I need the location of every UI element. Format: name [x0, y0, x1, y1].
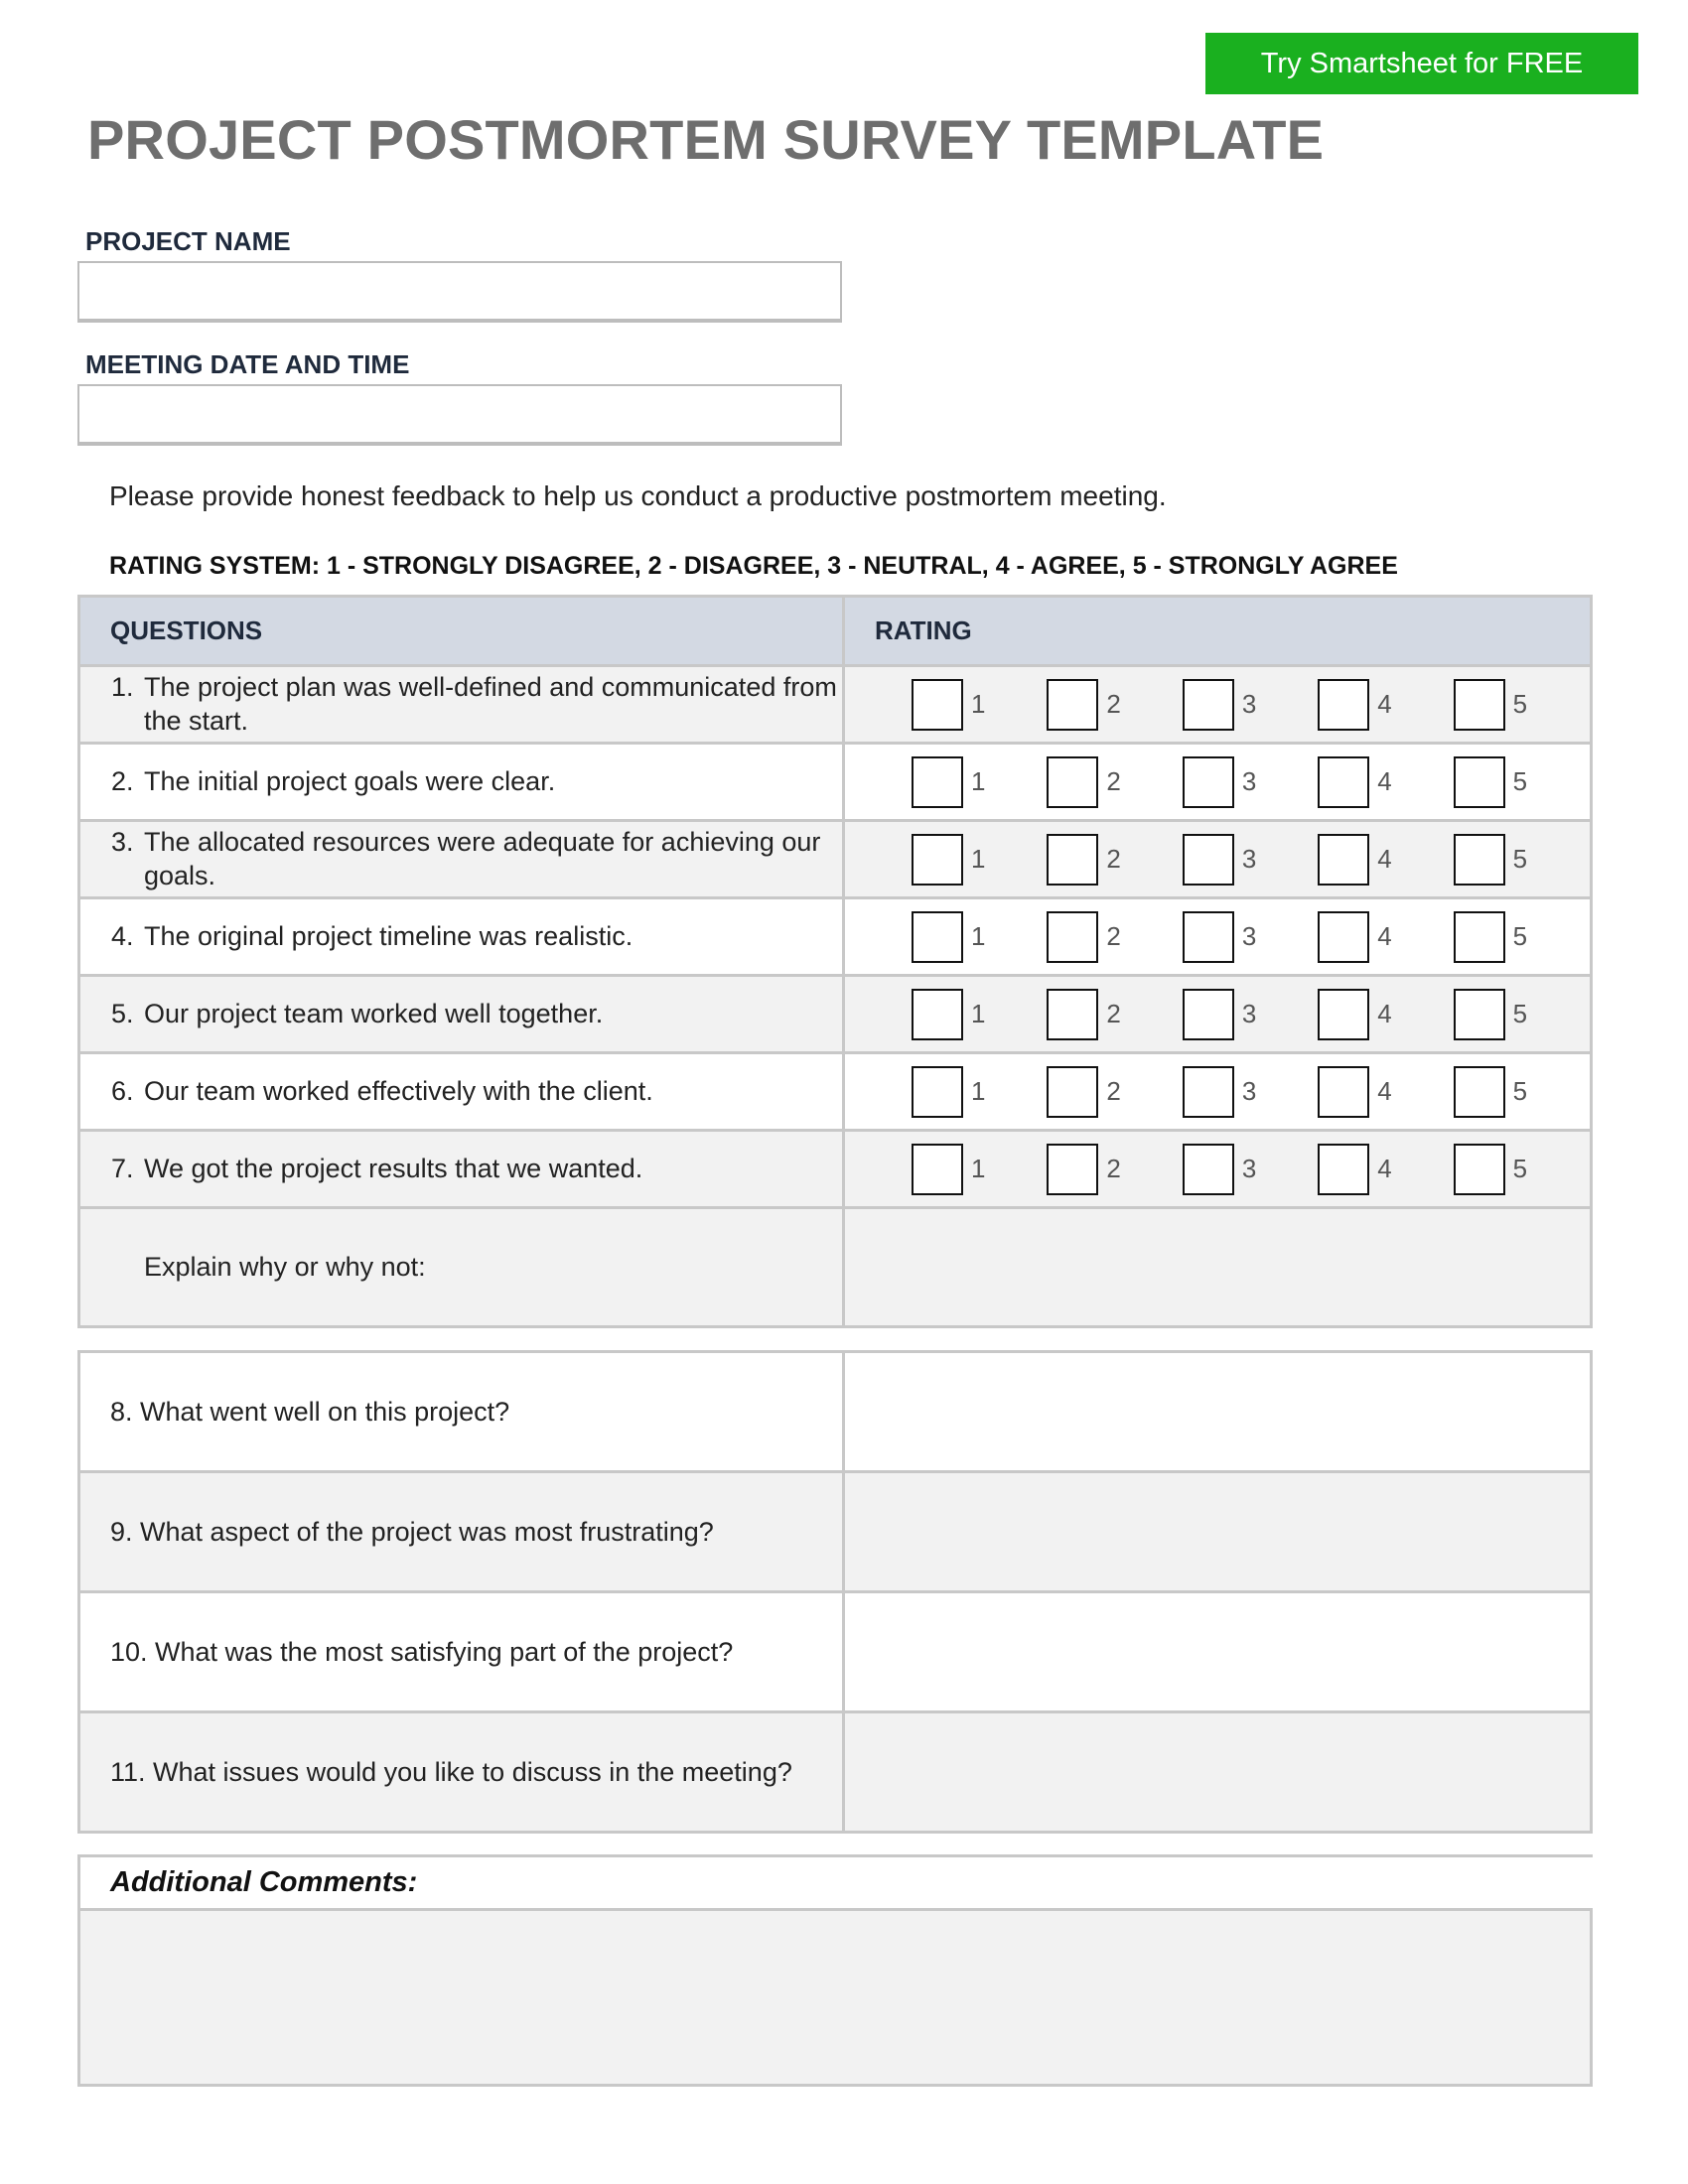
additional-comments-label: Additional Comments:	[77, 1854, 1593, 1908]
rating-checkbox[interactable]	[1318, 834, 1369, 886]
rating-number: 1	[971, 999, 986, 1028]
rating-number: 5	[1512, 766, 1528, 796]
rating-system-legend: RATING SYSTEM: 1 - STRONGLY DISAGREE, 2 - DISAGREE, 3 - NEUTRAL, 4 - AGREE, 5 - STRONGLY AGREE	[109, 552, 1398, 580]
rating-checkbox[interactable]	[1454, 679, 1505, 731]
rating-option	[1318, 756, 1453, 808]
open-questions-table	[77, 1350, 1593, 1834]
rating-option	[1318, 989, 1453, 1040]
rating-option	[1454, 679, 1589, 731]
rating-number: 3	[1241, 1154, 1257, 1183]
page-title: PROJECT POSTMORTEM SURVEY TEMPLATE	[87, 108, 1325, 171]
rating-number: 2	[1106, 1154, 1121, 1183]
explain-label-cell	[79, 1208, 844, 1327]
question-text: The initial project goals were clear.	[144, 765, 556, 796]
question-row	[79, 898, 1592, 976]
question-text: Our team worked effectively with the client.	[144, 1075, 653, 1106]
rating-option	[1318, 1144, 1453, 1195]
rating-number: 3	[1241, 766, 1257, 796]
rating-checkbox[interactable]	[1047, 1066, 1098, 1118]
open-question-row	[79, 1472, 1592, 1592]
try-smartsheet-button[interactable]: Try Smartsheet for FREE	[1205, 33, 1638, 94]
open-question-text: 11. What issues would you like to discuss in the meeting?	[79, 1712, 844, 1833]
rating-option	[1454, 1144, 1589, 1195]
rating-number: 3	[1241, 844, 1257, 874]
rating-checkbox[interactable]	[1183, 834, 1234, 886]
rating-number: 1	[971, 689, 986, 719]
question-number: 6.	[111, 1075, 134, 1106]
explain-row	[79, 1208, 1592, 1327]
question-number: 5.	[111, 998, 134, 1028]
rating-number: 3	[1241, 1076, 1257, 1106]
question-row	[79, 976, 1592, 1053]
rating-option	[1183, 679, 1318, 731]
rating-checkbox[interactable]	[1047, 989, 1098, 1040]
instructions-text: Please provide honest feedback to help us conduct a productive postmortem meeting.	[109, 480, 1167, 511]
rating-number: 4	[1377, 766, 1392, 796]
question-cell	[79, 1131, 844, 1208]
rating-option	[1047, 989, 1182, 1040]
rating-checkbox[interactable]	[912, 911, 963, 963]
rating-checkbox[interactable]	[1318, 1144, 1369, 1195]
rating-option	[1454, 1066, 1589, 1118]
rating-survey-table	[77, 595, 1593, 1328]
rating-checkbox[interactable]	[912, 679, 963, 731]
rating-number: 5	[1512, 844, 1528, 874]
rating-number: 5	[1512, 1076, 1528, 1106]
explain-answer-field[interactable]	[844, 1208, 1592, 1327]
rating-number: 5	[1512, 689, 1528, 719]
question-number: 7.	[111, 1153, 134, 1183]
rating-option	[1183, 989, 1318, 1040]
question-cell	[79, 744, 844, 821]
rating-option	[1047, 1066, 1182, 1118]
project-name-input[interactable]	[77, 261, 842, 323]
rating-option	[912, 756, 1047, 808]
rating-checkbox[interactable]	[912, 1066, 963, 1118]
rating-number: 4	[1377, 1076, 1392, 1106]
rating-checkbox[interactable]	[1318, 911, 1369, 963]
open-answer-field[interactable]	[844, 1592, 1592, 1712]
rating-option	[1318, 911, 1453, 963]
rating-option	[1454, 989, 1589, 1040]
rating-number: 5	[1512, 921, 1528, 951]
rating-checkbox[interactable]	[1183, 679, 1234, 731]
rating-number: 1	[971, 1154, 986, 1183]
rating-option	[1318, 834, 1453, 886]
rating-option	[1318, 679, 1453, 731]
rating-number: 2	[1106, 766, 1121, 796]
question-cell	[79, 1053, 844, 1131]
rating-option	[912, 989, 1047, 1040]
question-row	[79, 744, 1592, 821]
rating-option	[912, 679, 1047, 731]
project-name-label: PROJECT NAME	[85, 226, 291, 256]
rating-option	[1183, 834, 1318, 886]
rating-checkbox[interactable]	[1047, 679, 1098, 731]
rating-checkbox[interactable]	[912, 989, 963, 1040]
rating-cell	[844, 976, 1592, 1053]
rating-cell	[844, 1053, 1592, 1131]
rating-checkbox[interactable]	[912, 1144, 963, 1195]
rating-checkbox[interactable]	[1047, 756, 1098, 808]
open-question-text: 8. What went well on this project?	[79, 1352, 844, 1472]
rating-number: 4	[1377, 689, 1392, 719]
question-cell	[79, 666, 844, 744]
rating-number: 1	[971, 844, 986, 874]
rating-option	[1047, 1144, 1182, 1195]
rating-number: 5	[1512, 999, 1528, 1028]
rating-number: 2	[1106, 1076, 1121, 1106]
rating-number: 4	[1377, 844, 1392, 874]
rating-checkbox[interactable]	[1318, 989, 1369, 1040]
explain-label: Explain why or why not:	[144, 1252, 426, 1282]
question-number: 3.	[111, 826, 134, 857]
rating-number: 3	[1241, 999, 1257, 1028]
question-text: The allocated resources were adequate for achieving our goals.	[144, 826, 821, 890]
rating-number: 3	[1241, 689, 1257, 719]
open-question-text: 9. What aspect of the project was most frustrating?	[79, 1472, 844, 1592]
rating-option	[912, 834, 1047, 886]
rating-checkbox[interactable]	[912, 834, 963, 886]
rating-cell	[844, 744, 1592, 821]
rating-option	[1454, 911, 1589, 963]
rating-checkbox[interactable]	[1454, 989, 1505, 1040]
open-answer-field[interactable]	[844, 1352, 1592, 1472]
question-number: 1.	[111, 671, 134, 702]
rating-option	[1183, 756, 1318, 808]
open-answer-field[interactable]	[844, 1712, 1592, 1833]
rating-number: 4	[1377, 1154, 1392, 1183]
rating-option	[1047, 834, 1182, 886]
rating-cell	[844, 666, 1592, 744]
rating-checkbox[interactable]	[1318, 1066, 1369, 1118]
rating-number: 2	[1106, 844, 1121, 874]
rating-number: 2	[1106, 689, 1121, 719]
rating-option	[1183, 1066, 1318, 1118]
question-row	[79, 821, 1592, 898]
rating-checkbox[interactable]	[1183, 911, 1234, 963]
rating-option	[1454, 756, 1589, 808]
rating-number: 5	[1512, 1154, 1528, 1183]
open-question-row	[79, 1352, 1592, 1472]
rating-option	[1183, 1144, 1318, 1195]
question-cell	[79, 821, 844, 898]
question-row	[79, 1131, 1592, 1208]
rating-number: 1	[971, 921, 986, 951]
rating-checkbox[interactable]	[1183, 756, 1234, 808]
meeting-date-input[interactable]	[77, 384, 842, 446]
question-row	[79, 666, 1592, 744]
rating-checkbox[interactable]	[1454, 1144, 1505, 1195]
rating-number: 2	[1106, 921, 1121, 951]
rating-number: 3	[1241, 921, 1257, 951]
rating-cell	[844, 1131, 1592, 1208]
rating-header: RATING	[844, 597, 1592, 666]
open-question-row	[79, 1592, 1592, 1712]
question-text: The original project timeline was realistic.	[144, 920, 633, 951]
rating-checkbox[interactable]	[1454, 911, 1505, 963]
rating-checkbox[interactable]	[1183, 1144, 1234, 1195]
rating-checkbox[interactable]	[1047, 1144, 1098, 1195]
rating-option	[1047, 911, 1182, 963]
question-text: The project plan was well-defined and communicated from the start.	[144, 671, 837, 736]
rating-checkbox[interactable]	[1183, 1066, 1234, 1118]
rating-checkbox[interactable]	[1183, 989, 1234, 1040]
additional-comments-field[interactable]	[77, 1908, 1593, 2087]
question-number: 4.	[111, 920, 134, 951]
question-text: We got the project results that we wanted.	[144, 1153, 643, 1183]
rating-checkbox[interactable]	[1454, 1066, 1505, 1118]
rating-option	[912, 1144, 1047, 1195]
question-row	[79, 1053, 1592, 1131]
rating-checkbox[interactable]	[912, 756, 963, 808]
rating-number: 4	[1377, 921, 1392, 951]
rating-option	[1454, 834, 1589, 886]
rating-number: 1	[971, 1076, 986, 1106]
rating-checkbox[interactable]	[1454, 756, 1505, 808]
rating-cell	[844, 821, 1592, 898]
rating-checkbox[interactable]	[1047, 834, 1098, 886]
rating-number: 4	[1377, 999, 1392, 1028]
rating-option	[1318, 1066, 1453, 1118]
rating-checkbox[interactable]	[1047, 911, 1098, 963]
rating-option	[912, 911, 1047, 963]
question-cell	[79, 976, 844, 1053]
rating-option	[1047, 756, 1182, 808]
rating-option	[1047, 679, 1182, 731]
rating-option	[1183, 911, 1318, 963]
meeting-date-label: MEETING DATE AND TIME	[85, 349, 410, 379]
rating-cell	[844, 898, 1592, 976]
questions-header: QUESTIONS	[79, 597, 844, 666]
rating-option	[912, 1066, 1047, 1118]
rating-number: 1	[971, 766, 986, 796]
rating-checkbox[interactable]	[1454, 834, 1505, 886]
question-text: Our project team worked well together.	[144, 998, 604, 1028]
rating-checkbox[interactable]	[1318, 679, 1369, 731]
question-number: 2.	[111, 765, 134, 796]
open-answer-field[interactable]	[844, 1472, 1592, 1592]
question-cell	[79, 898, 844, 976]
open-question-row	[79, 1712, 1592, 1833]
rating-checkbox[interactable]	[1318, 756, 1369, 808]
rating-number: 2	[1106, 999, 1121, 1028]
open-question-text: 10. What was the most satisfying part of the project?	[79, 1592, 844, 1712]
